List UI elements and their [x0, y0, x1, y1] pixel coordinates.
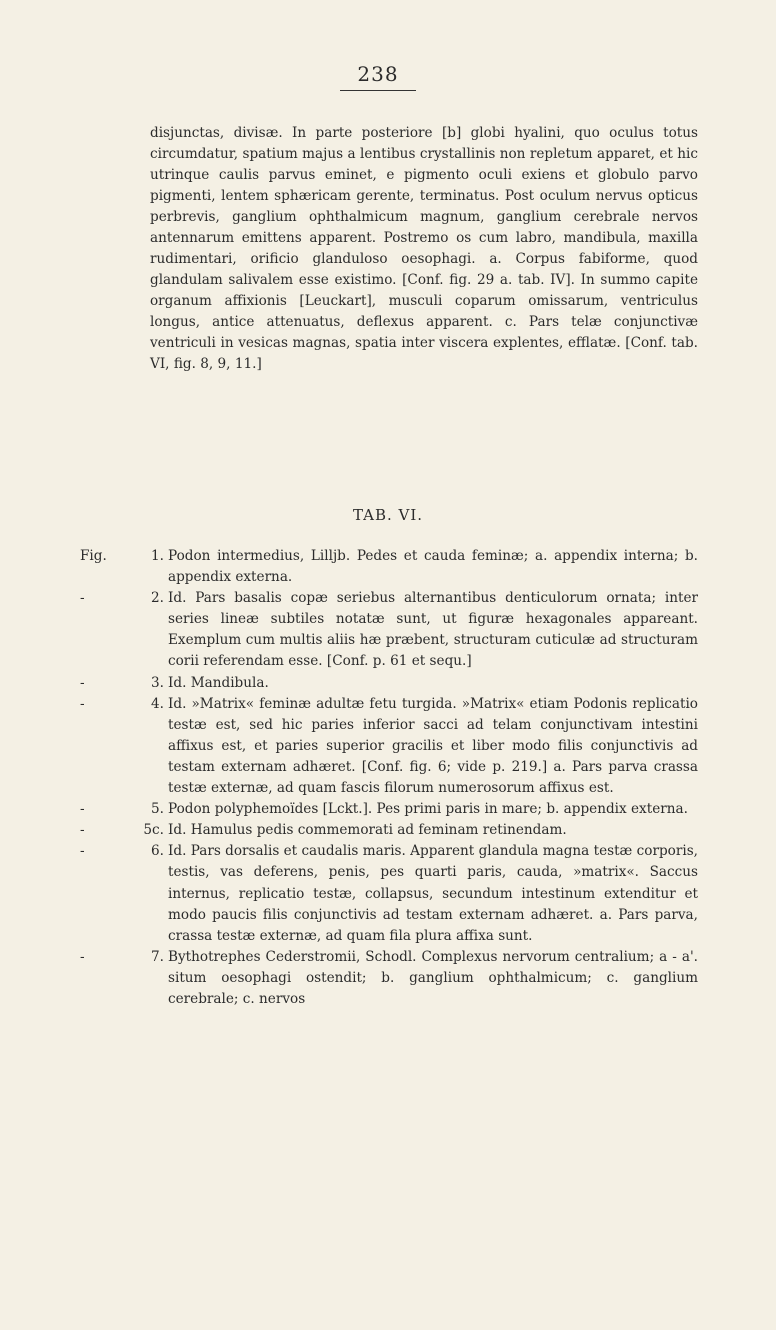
figure-prefix: -	[80, 695, 85, 712]
figure-description: Podon intermedius, Lilljb. Pedes et cauda feminæ; a. appendix interna; b. appendix externa.	[168, 548, 698, 586]
page-number: 238	[340, 62, 416, 91]
figure-list	[80, 546, 698, 1010]
figure-label	[80, 799, 168, 820]
figure-prefix: -	[80, 822, 85, 839]
figure-prefix: -	[80, 843, 85, 860]
figure-entry-5	[80, 799, 698, 820]
figure-prefix: -	[80, 590, 85, 607]
figure-entry-4	[80, 694, 698, 799]
figure-description: Id. »Matrix« feminæ adultæ fetu turgida. »Matrix« etiam Podonis replicatio testæ est, sed hic paries inferior sacci ad telam conjunctivam intestini affixus est, et paries superior gracilis et liber modo filis conjunctivis ad testam externam adhæret. [Conf. fig. 6; vide p. 219.] a. Pars parva crassa testæ externæ, ad quam fascis filorum numerosorum affixus est.	[168, 695, 698, 797]
figure-number: 3.	[151, 674, 164, 691]
figure-description: Bythotrephes Cederstromii, Schodl. Complexus nervorum centralium; a - a'. situm oesophagi ostendit; b. ganglium ophthalmicum; c. ganglium cerebrale; c. nervos	[168, 948, 698, 1007]
figure-number: 7.	[151, 948, 164, 965]
figure-description: Podon polyphemoïdes [Lckt.]. Pes primi paris in mare; b. appendix externa.	[168, 801, 688, 818]
figure-label	[80, 841, 168, 946]
figure-description: Id. Pars basalis copæ seriebus alternantibus denticulorum ornata; inter series lineæ subtiles notatæ sunt, ut figuræ hexagonales appareant. Exemplum cum multis aliis hæ præbent, structuram cuticulæ ad structuram corii referendam esse. [Conf. p. 61 et sequ.]	[168, 590, 698, 670]
figure-number: 5c.	[143, 822, 164, 839]
figure-description: Id. Hamulus pedis commemorati ad feminam retinendam.	[168, 822, 567, 839]
figure-prefix: -	[80, 801, 85, 818]
intro-text: disjunctas, divisæ. In parte posteriore [b] globi hyalini, quo oculus totus circumdatur, spatium majus a lentibus crystallinis non repletum apparet, et hic utrinque caulis parvus eminet, e pigmento oculi exiens et globulo parvo pigmenti, lentem sphæricam gerente, terminatus. Post oculum nervus opticus perbrevis, ganglium ophthalmicum magnum, ganglium cerebrale nervos antennarum emittens apparent. Postremo os cum labro, mandibula, maxilla rudimentari, orificio glanduloso oesophagi. a. Corpus fabiforme, quod glandulam salivalem esse existimo. [Conf. fig. 29 a. tab. IV]. In summo capite organum affixionis [Leuckart], musculi coparum omissarum, ventriculus longus, antice attenuatus, deflexus apparent. c. Pars telæ conjunctivæ ventriculi in vesicas magnas, spatia inter viscera explentes, efflatæ. [Conf. tab. VI, fig. 8, 9, 11.]	[150, 125, 698, 372]
figure-label	[80, 694, 168, 799]
intro-paragraph	[150, 123, 698, 375]
section-title: TAB. VI.	[352, 506, 424, 524]
figure-description: Id. Mandibula.	[168, 674, 269, 691]
figure-number: 2.	[151, 590, 164, 607]
figure-entry-1	[80, 546, 698, 588]
figure-entry-2	[80, 588, 698, 672]
figure-entry-3	[80, 673, 698, 694]
figure-entry-6	[80, 841, 698, 946]
figure-entry-7	[80, 947, 698, 1010]
figure-prefix: -	[80, 674, 85, 691]
figure-number: 4.	[151, 695, 164, 712]
figure-description: Id. Pars dorsalis et caudalis maris. Apparent glandula magna testæ corporis, testis, vas deferens, penis, pes quarti paris, cauda, »matrix«. Saccus internus, replicatio testæ, collapsus, secundum intestinum extenditur et modo paucis filis conjunctivis ad testam externam adhæret. a. Pars parva, crassa testæ externæ, ad quam fila plura affixa sunt.	[168, 843, 698, 944]
figure-label	[80, 546, 168, 588]
figure-entry-5c	[80, 820, 698, 841]
figure-label	[80, 820, 168, 841]
figure-prefix: Fig.	[80, 548, 107, 564]
figure-label	[80, 947, 168, 1010]
figure-number: 5.	[151, 801, 164, 818]
figure-label	[80, 588, 168, 672]
figure-label	[80, 673, 168, 694]
figure-prefix: -	[80, 948, 85, 965]
figure-number: 1.	[151, 548, 164, 564]
figure-number: 6.	[151, 843, 164, 860]
